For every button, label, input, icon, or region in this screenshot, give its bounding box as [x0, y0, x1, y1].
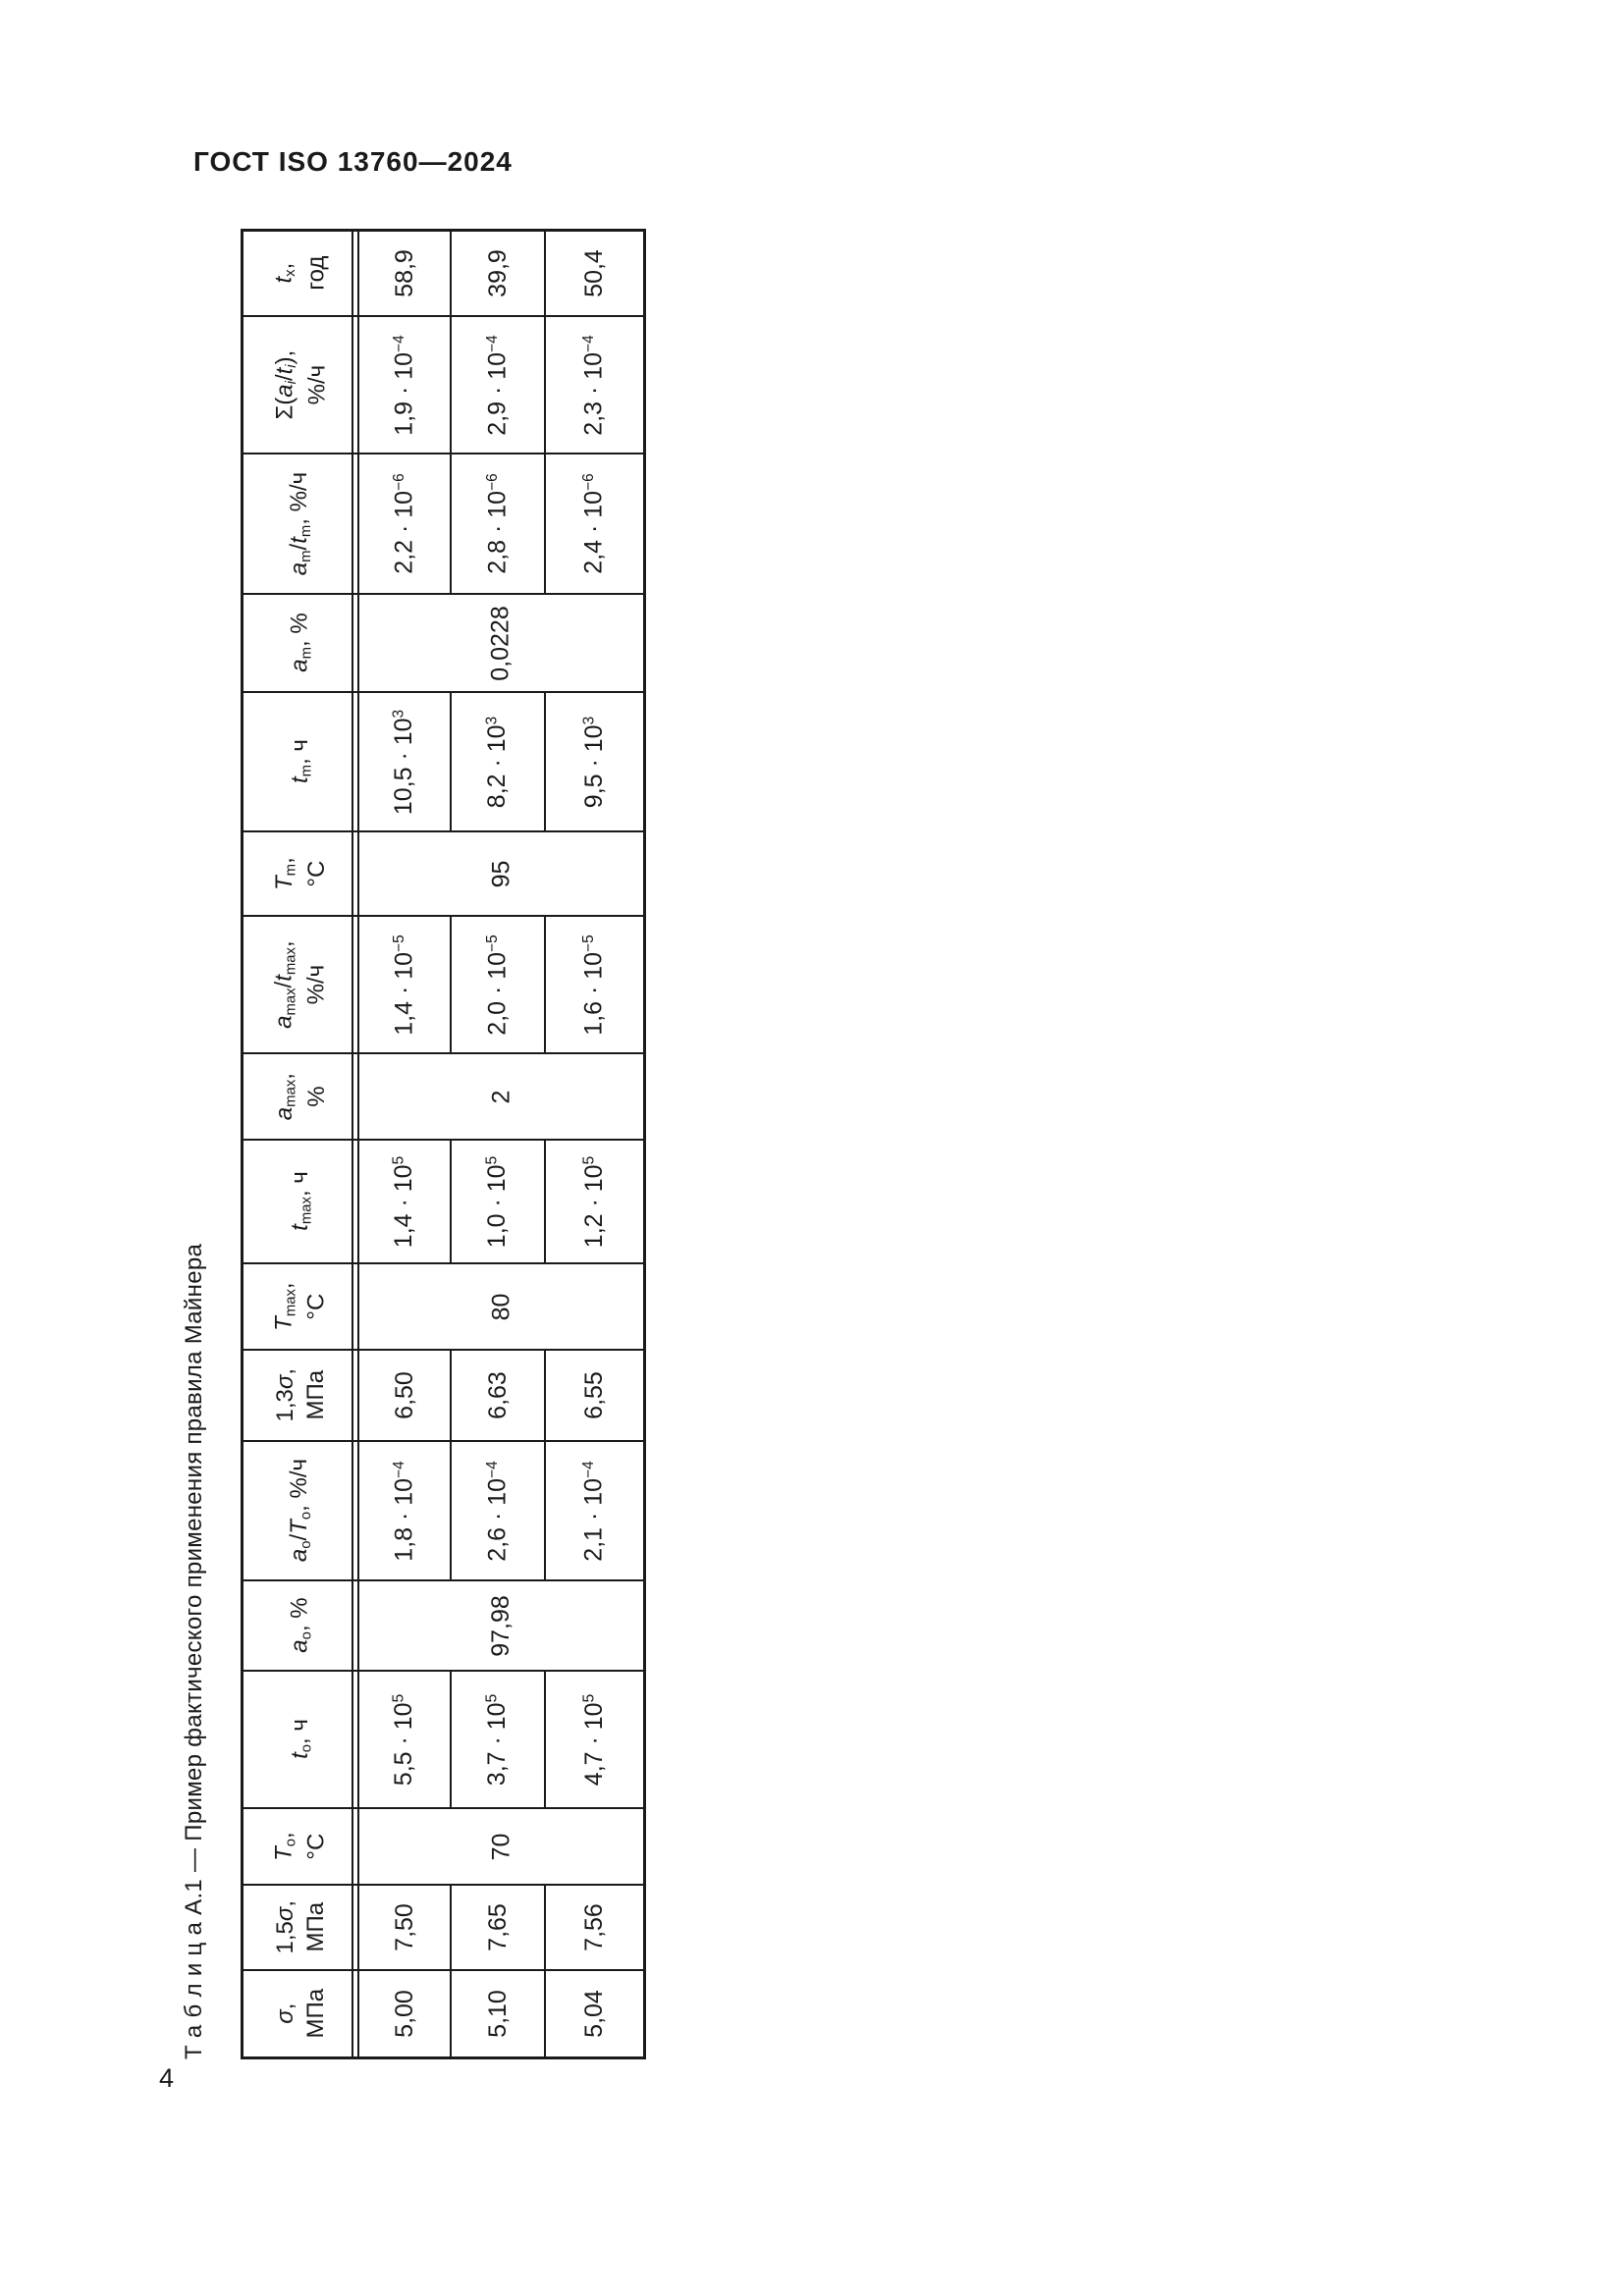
- header-cell-tmax: $t_{max}$, ч: [244, 1141, 359, 1264]
- merged-cell-am: 0,0228: [359, 595, 643, 693]
- header-cell-amax_tmax: $a_{max}/t_{max}$, %/ч: [244, 917, 359, 1054]
- data-cell-tmax-2: $1,0 \cdot 10^5$: [452, 1141, 546, 1264]
- data-cell-sum_ai_ti-1: $1,9 \cdot 10^{-4}$: [359, 317, 452, 454]
- header-cell-to: $t_о$, ч: [244, 1672, 359, 1809]
- page-number: 4: [159, 2063, 175, 2093]
- header-cell-s13: 1,3σ, МПа: [244, 1351, 359, 1442]
- header-cell-Tmax: $T_{max}$, °С: [244, 1264, 359, 1351]
- data-cell-am_tm-3: $2,4 \cdot 10^{-6}$: [546, 454, 643, 595]
- merged-cell-Tm: 95: [359, 832, 643, 917]
- data-cell-to-3: $4,7 \cdot 10^5$: [546, 1672, 643, 1809]
- header-cell-ao: $a_о$, %: [244, 1581, 359, 1672]
- data-cell-t_x-1: 58,9: [359, 232, 452, 317]
- data-cell-s15-3: 7,56: [546, 1886, 643, 1971]
- data-cell-sigma-2: 5,10: [452, 1971, 546, 2056]
- data-cell-s15-2: 7,65: [452, 1886, 546, 1971]
- data-cell-sum_ai_ti-2: $2,9 \cdot 10^{-4}$: [452, 317, 546, 454]
- data-cell-tmax-3: $1,2 \cdot 10^5$: [546, 1141, 643, 1264]
- data-cell-ao_To-3: $2,1 \cdot 10^{-4}$: [546, 1442, 643, 1581]
- header-cell-sum_ai_ti: $\Sigma(a_i/t_i)$, %/ч: [244, 317, 359, 454]
- header-cell-sigma: σ, МПа: [244, 1971, 359, 2056]
- data-cell-sigma-1: 5,00: [359, 1971, 452, 2056]
- data-cell-to-1: $5,5 \cdot 10^5$: [359, 1672, 452, 1809]
- header-cell-ao_To: $a_о/T_о$, %/ч: [244, 1442, 359, 1581]
- data-cell-t_x-3: 50,4: [546, 232, 643, 317]
- data-cell-sigma-3: 5,04: [546, 1971, 643, 2056]
- header-cell-s15: 1,5σ, МПа: [244, 1886, 359, 1971]
- merged-cell-ao: 97,98: [359, 1581, 643, 1672]
- merged-cell-Tmax: 80: [359, 1264, 643, 1351]
- header-cell-am_tm: $a_m/t_m$, %/ч: [244, 454, 359, 595]
- data-cell-am_tm-2: $2,8 \cdot 10^{-6}$: [452, 454, 546, 595]
- data-cell-amax_tmax-1: $1,4 \cdot 10^{-5}$: [359, 917, 452, 1054]
- data-cell-s13-2: 6,63: [452, 1351, 546, 1442]
- data-cell-tm-2: $8,2 \cdot 10^3$: [452, 693, 546, 832]
- table-caption: Т а б л и ц а А.1 — Пример фактического применения правила Майнера: [181, 1243, 207, 2059]
- merged-cell-amax: 2: [359, 1054, 643, 1141]
- header-cell-To: $T_о$, °С: [244, 1809, 359, 1886]
- data-cell-amax_tmax-3: $1,6 \cdot 10^{-5}$: [546, 917, 643, 1054]
- data-cell-to-2: $3,7 \cdot 10^5$: [452, 1672, 546, 1809]
- data-cell-t_x-2: 39,9: [452, 232, 546, 317]
- header-cell-am: $a_m$, %: [244, 595, 359, 693]
- data-cell-s15-1: 7,50: [359, 1886, 452, 1971]
- header-cell-t_x: $t_х$, год: [244, 232, 359, 317]
- data-cell-am_tm-1: $2,2 \cdot 10^{-6}$: [359, 454, 452, 595]
- data-cell-tm-1: $10,5 \cdot 10^3$: [359, 693, 452, 832]
- data-cell-tmax-1: $1,4 \cdot 10^5$: [359, 1141, 452, 1264]
- data-cell-amax_tmax-2: $2,0 \cdot 10^{-5}$: [452, 917, 546, 1054]
- standard-code-header: ГОСТ ISO 13760—2024: [193, 146, 513, 177]
- data-cell-tm-3: $9,5 \cdot 10^3$: [546, 693, 643, 832]
- data-cell-s13-1: 6,50: [359, 1351, 452, 1442]
- data-cell-ao_To-2: $2,6 \cdot 10^{-4}$: [452, 1442, 546, 1581]
- merged-cell-To: 70: [359, 1809, 643, 1886]
- header-cell-amax: $a_{max}$, %: [244, 1054, 359, 1141]
- data-cell-sum_ai_ti-3: $2,3 \cdot 10^{-4}$: [546, 317, 643, 454]
- data-cell-ao_To-1: $1,8 \cdot 10^{-4}$: [359, 1442, 452, 1581]
- data-cell-s13-3: 6,55: [546, 1351, 643, 1442]
- header-cell-Tm: $T_m$, °С: [244, 832, 359, 917]
- header-cell-tm: $t_m$, ч: [244, 693, 359, 832]
- miner-rule-table: [241, 229, 646, 2059]
